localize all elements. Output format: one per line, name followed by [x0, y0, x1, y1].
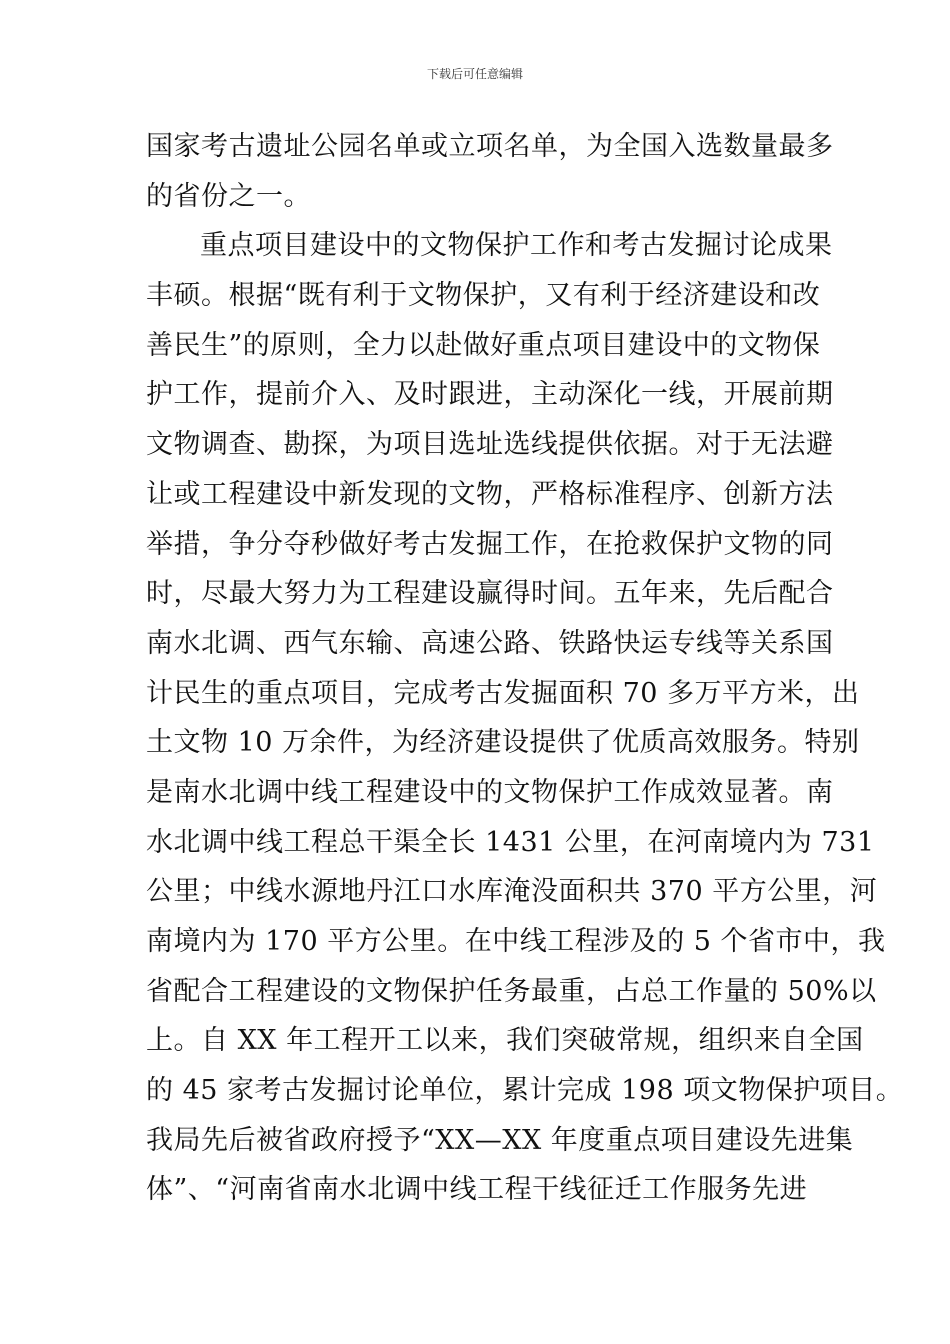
text-line: 文物调查、勘探，为项目选址选线提供依据。对于无法避 — [146, 429, 834, 461]
text-line: 我局先后被省政府授予“XX—XX 年度重点项目建设先进集 — [146, 1124, 854, 1156]
text-line: 时，尽最大努力为工程建设赢得时间。五年来，先后配合 — [146, 578, 834, 610]
text-line: 是南水北调中线工程建设中的文物保护工作成效显著。南 — [146, 776, 834, 808]
text-line: 体”、“河南省南水北调中线工程干线征迁工作服务先进 — [146, 1174, 808, 1206]
text-line: 国家考古遗址公园名单或立项名单，为全国入选数量最多 — [146, 131, 834, 162]
text-line: 计民生的重点项目，完成考古发掘面积 70 多万平方米，出 — [146, 677, 860, 709]
text-line: 南水北调、西气东输、高速公路、铁路快运专线等关系国 — [146, 627, 834, 659]
text-line: 水北调中线工程总干渠全长 1431 公里，在河南境内为 731 — [146, 826, 875, 858]
text-line: 土文物 10 万余件，为经济建设提供了优质高效服务。特别 — [146, 727, 860, 759]
paragraph-first-line: 重点项目建设中的文物保护工作和考古发掘讨论成果 — [200, 230, 833, 262]
text-line: 善民生”的原则，全力以赴做好重点项目建设中的文物保 — [146, 329, 821, 361]
page-header: 下载后可任意编辑 — [426, 67, 523, 81]
text-line: 的 45 家考古发掘讨论单位，累计完成 198 项文物保护项目。 — [146, 1075, 904, 1107]
text-line: 省配合工程建设的文物保护任务最重，占总工作量的 50%以 — [146, 975, 877, 1007]
text-line: 上。自 XX 年工程开工以来，我们突破常规，组织来自全国 — [146, 1025, 864, 1057]
text-line: 南境内为 170 平方公里。在中线工程涉及的 5 个省市中，我 — [146, 926, 886, 957]
text-line: 举措，争分夺秒做好考古发掘工作，在抢救保护文物的同 — [146, 528, 834, 560]
text-line: 让或工程建设中新发现的文物，严格标准程序、创新方法 — [146, 478, 834, 510]
text-line: 的省份之一。 — [146, 180, 311, 212]
text-line: 护工作，提前介入、及时跟进，主动深化一线，开展前期 — [146, 379, 834, 411]
text-line: 公里；中线水源地丹江口水库淹没面积共 370 平方公里，河 — [146, 876, 878, 908]
text-line: 丰硕。根据“既有利于文物保护，又有利于经济建设和改 — [146, 280, 821, 312]
document-body — [146, 122, 904, 1215]
